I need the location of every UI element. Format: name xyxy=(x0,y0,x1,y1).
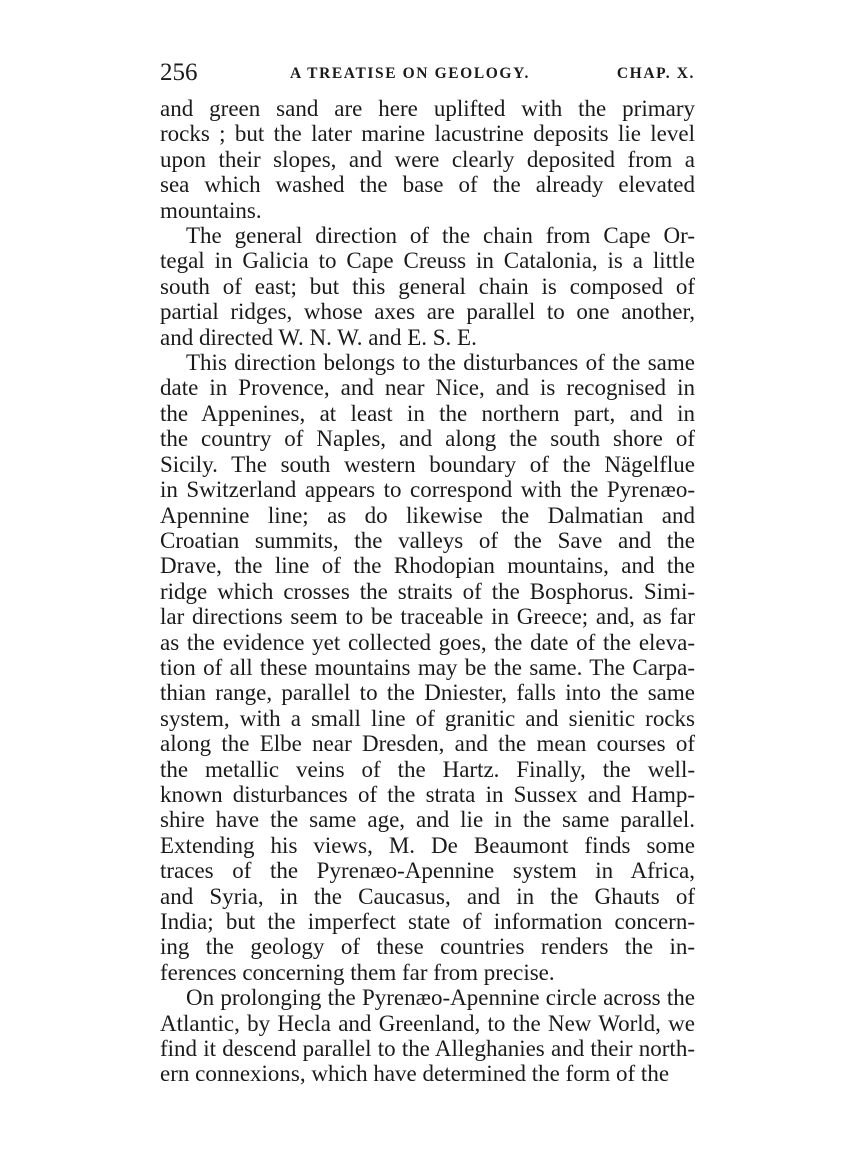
text-line: shire have the same age, and lie in the same parallel. xyxy=(160,807,695,833)
text-line: lar directions seem to be traceable in Greece; and, as far xyxy=(160,604,695,630)
text-line: mountains. xyxy=(160,197,262,223)
text-line: south of east; but this general chain is composed of xyxy=(160,273,695,299)
text-line: the Appenines, at least in the northern part, and in xyxy=(160,400,695,426)
page-number: 256 xyxy=(160,59,198,86)
text-line: ing the geology of these countries renders the in- xyxy=(160,934,695,960)
running-header xyxy=(160,56,695,90)
text-line: and green sand are here uplifted with the primary xyxy=(160,96,695,121)
text-line: tegal in Galicia to Cape Creuss in Catalonia, is a little xyxy=(160,248,695,274)
chapter-label: CHAP. X. xyxy=(616,65,695,82)
text-line: ern connexions, which have determined the form of the xyxy=(160,1061,670,1087)
text-line: the country of Naples, and along the south shore of xyxy=(160,426,695,452)
text-line: rocks ; but the later marine lacustrine deposits lie level xyxy=(160,121,695,147)
text-line: Croatian summits, the valleys of the Save and the xyxy=(160,527,695,553)
text-line: find it descend parallel to the Alleghanies and their north- xyxy=(160,1036,695,1062)
text-line: in Switzerland appears to correspond with the Pyrenæo- xyxy=(160,477,695,503)
text-line: ferences concerning them far from precise. xyxy=(160,959,555,985)
book-title: A TREATISE ON GEOLOGY. xyxy=(290,65,530,82)
text-line: thian range, parallel to the Dniester, falls into the same xyxy=(160,680,695,706)
text-line: the metallic veins of the Hartz. Finally, the well- xyxy=(160,756,695,782)
text-line: sea which washed the base of the already elevated xyxy=(160,172,695,198)
text-line: upon their slopes, and were clearly deposited from a xyxy=(160,146,695,172)
text-line: This direction belongs to the disturbances of the same xyxy=(186,350,695,376)
text-line: partial ridges, whose axes are parallel to one another, xyxy=(160,299,695,325)
text-line: and Syria, in the Caucasus, and in the Ghauts of xyxy=(160,883,695,909)
text-line: system, with a small line of granitic and sienitic rocks xyxy=(160,705,695,731)
text-line: Apennine line; as do likewise the Dalmatian and xyxy=(160,502,695,528)
text-line: along the Elbe near Dresden, and the mean courses of xyxy=(160,731,695,757)
text-line: Sicily. The south western boundary of the Nägelflue xyxy=(160,451,695,477)
book-page xyxy=(160,56,695,1087)
text-line: ridge which crosses the straits of the Bosphorus. Simi- xyxy=(160,578,695,604)
text-line: On prolonging the Pyrenæo-Apennine circle across the xyxy=(186,985,695,1011)
text-line: and directed W. N. W. and E. S. E. xyxy=(160,324,477,350)
text-line: date in Provence, and near Nice, and is recognised in xyxy=(160,375,695,401)
text-line: traces of the Pyrenæo-Apennine system in Africa, xyxy=(160,858,695,884)
text-line: India; but the imperfect state of information concern- xyxy=(160,909,695,934)
body-text xyxy=(160,96,695,1087)
text-line: Drave, the line of the Rhodopian mountains, and the xyxy=(160,553,695,579)
text-line: Atlantic, by Hecla and Greenland, to the New World, we xyxy=(160,1010,695,1036)
text-line: tion of all these mountains may be the same. The Carpa- xyxy=(160,654,695,680)
text-line: Extending his views, M. De Beaumont finds some xyxy=(160,832,695,858)
text-line: known disturbances of the strata in Sussex and Hamp- xyxy=(160,781,695,807)
text-line: The general direction of the chain from Cape Or- xyxy=(186,223,695,249)
text-line: as the evidence yet collected goes, the date of the eleva- xyxy=(160,629,695,655)
